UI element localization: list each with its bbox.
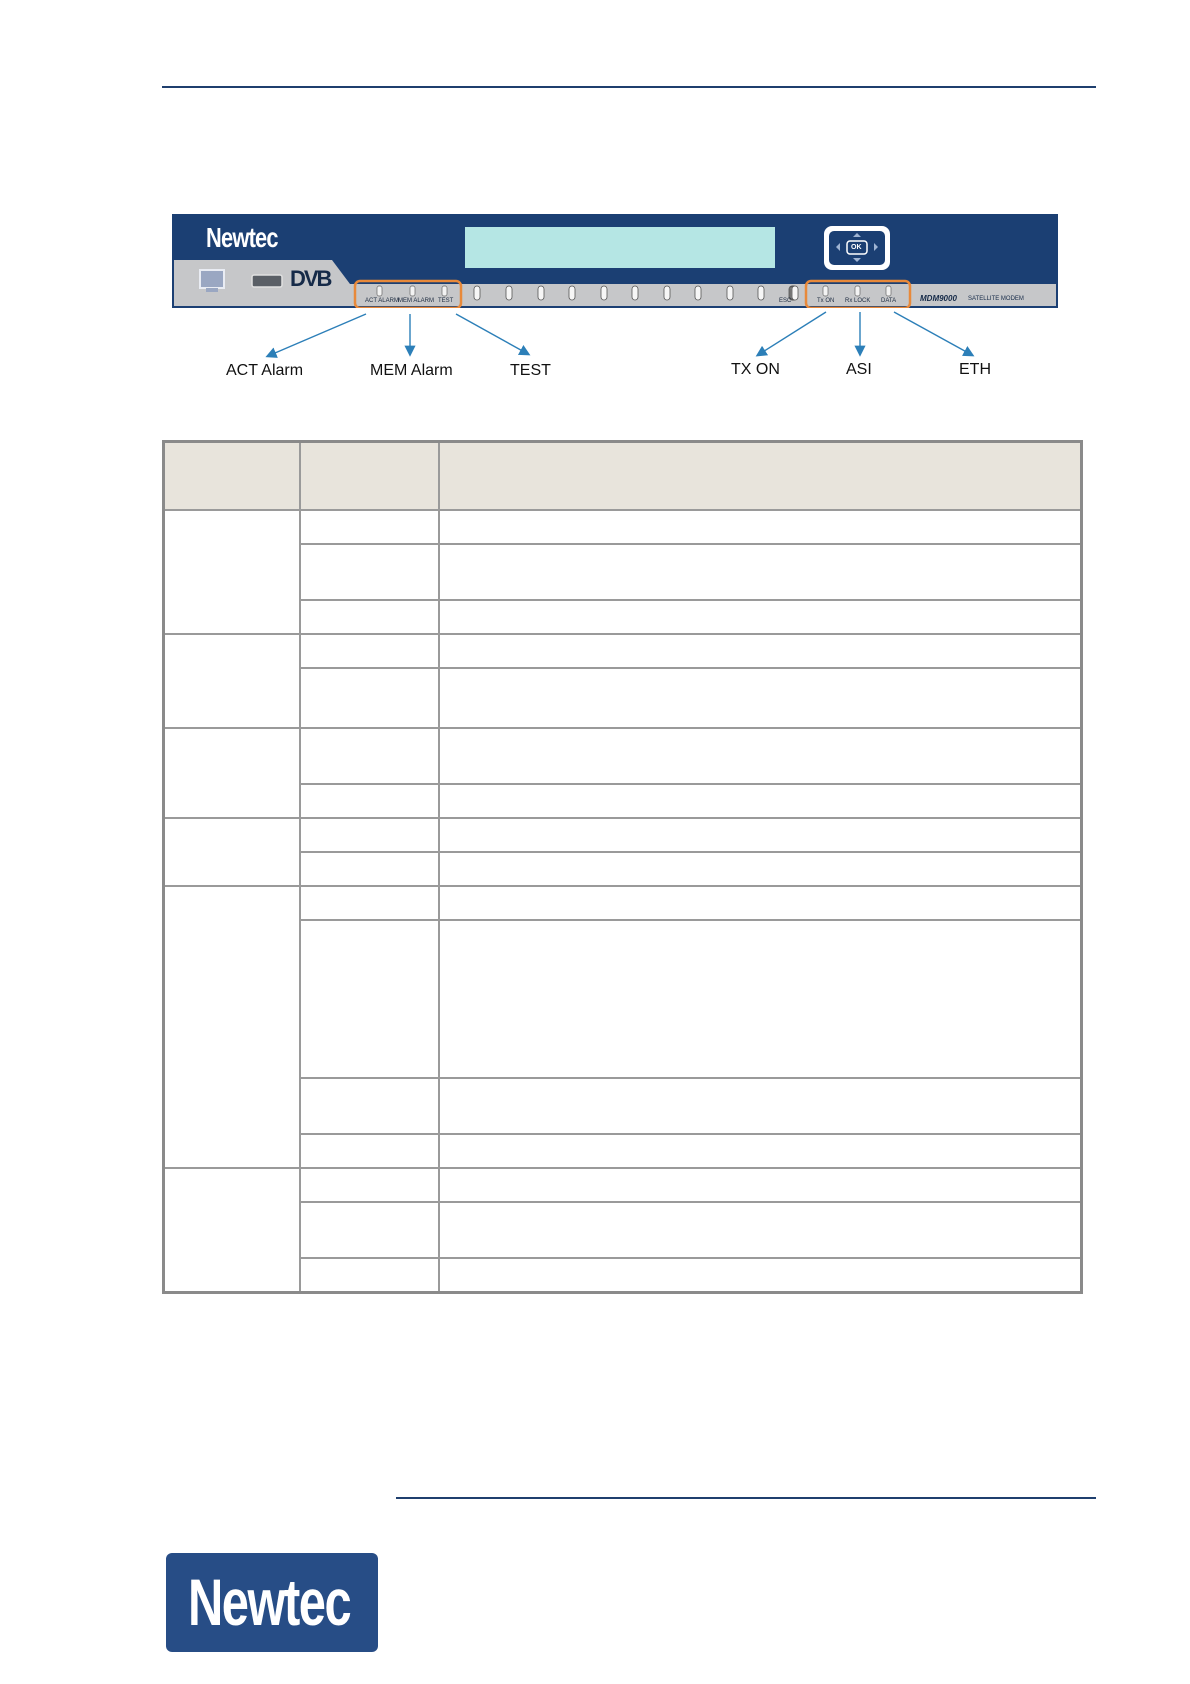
table-row — [164, 1202, 1082, 1258]
led-state-cell — [300, 1168, 439, 1202]
led-label-data: DATA — [881, 298, 897, 304]
arrow-tx-on — [758, 312, 826, 355]
led-name-cell — [164, 1168, 301, 1292]
led-state-cell — [300, 510, 439, 544]
led-state-cell — [300, 784, 439, 818]
led-state-cell — [300, 634, 439, 668]
callout-asi: ASI — [846, 361, 872, 378]
led-state-cell — [300, 544, 439, 600]
led-state-cell — [300, 1078, 439, 1134]
led-name-cell — [164, 818, 301, 886]
table-row — [164, 728, 1082, 784]
led-state-cell — [300, 886, 439, 920]
table-row — [164, 886, 1082, 920]
callout-test: TEST — [510, 362, 551, 379]
led-description-cell — [439, 1258, 1082, 1292]
callout-eth: ETH — [959, 361, 991, 378]
led-state-cell — [300, 728, 439, 784]
callout-tx-on: TX ON — [731, 361, 780, 378]
led-state-cell — [300, 920, 439, 1078]
led-label-rx-lock: Rx LOCK — [845, 298, 871, 304]
esc-label: ESC — [779, 298, 792, 304]
led-description-cell — [439, 886, 1082, 920]
model-name: MDM9000 — [920, 294, 957, 303]
table-row — [164, 852, 1082, 886]
table-row — [164, 818, 1082, 852]
led-state-cell — [300, 1258, 439, 1292]
dvb-logo: DVB — [290, 266, 331, 291]
led-description-cell — [439, 784, 1082, 818]
table-row — [164, 1078, 1082, 1134]
led-description-cell — [439, 1134, 1082, 1168]
led-name-cell — [164, 886, 301, 1168]
table-row — [164, 1134, 1082, 1168]
callout-act-alarm: ACT Alarm — [226, 362, 304, 379]
led-state-cell — [300, 668, 439, 728]
led-description-cell — [439, 852, 1082, 886]
table-row — [164, 668, 1082, 728]
table-row — [164, 544, 1082, 600]
table-row — [164, 510, 1082, 544]
footer-logo — [166, 1553, 378, 1652]
led-description-cell — [439, 600, 1082, 634]
header-cell-led — [164, 442, 301, 511]
led-label-mem-alarm: MEM ALARM — [398, 298, 435, 304]
led-state-cell — [300, 852, 439, 886]
led-name-cell — [164, 728, 301, 818]
led-state-cell — [300, 600, 439, 634]
panel-brand: Newtec — [206, 222, 278, 253]
arrow-test — [456, 314, 528, 354]
led-label-act-alarm: ACT ALARM — [365, 298, 399, 304]
led-state-cell — [300, 818, 439, 852]
led-description-cell — [439, 818, 1082, 852]
led-description-cell — [439, 1078, 1082, 1134]
led-description-cell — [439, 634, 1082, 668]
table-row — [164, 600, 1082, 634]
arrow-eth — [894, 312, 972, 355]
led-name-cell — [164, 634, 301, 728]
table-row — [164, 920, 1082, 1078]
table-row — [164, 784, 1082, 818]
led-label-tx-on: Tx ON — [817, 298, 835, 304]
footer-logo-text: Newtec — [188, 1565, 351, 1639]
led-description-cell — [439, 510, 1082, 544]
arrow-act-alarm — [268, 314, 366, 356]
led-state-cell — [300, 1202, 439, 1258]
led-description-cell — [439, 1202, 1082, 1258]
footer-rule — [396, 1497, 1096, 1499]
model-subtitle: SATELLITE MODEM — [968, 296, 1024, 302]
led-description-cell — [439, 728, 1082, 784]
ok-label: OK — [851, 244, 862, 251]
led-description-cell — [439, 920, 1082, 1078]
header-cell-description — [439, 442, 1082, 511]
led-description-cell — [439, 668, 1082, 728]
table-row — [164, 1258, 1082, 1292]
table-header-row — [164, 442, 1082, 511]
table-row — [164, 634, 1082, 668]
callout-arrows — [0, 0, 1190, 420]
led-state-cell — [300, 1134, 439, 1168]
callout-mem-alarm: MEM Alarm — [370, 362, 453, 379]
table-row — [164, 1168, 1082, 1202]
header-cell-state — [300, 442, 439, 511]
table-body — [164, 510, 1082, 1292]
led-description-cell — [439, 1168, 1082, 1202]
led-label-test: TEST — [438, 298, 454, 304]
led-status-table — [162, 440, 1083, 1294]
led-description-cell — [439, 544, 1082, 600]
led-name-cell — [164, 510, 301, 634]
